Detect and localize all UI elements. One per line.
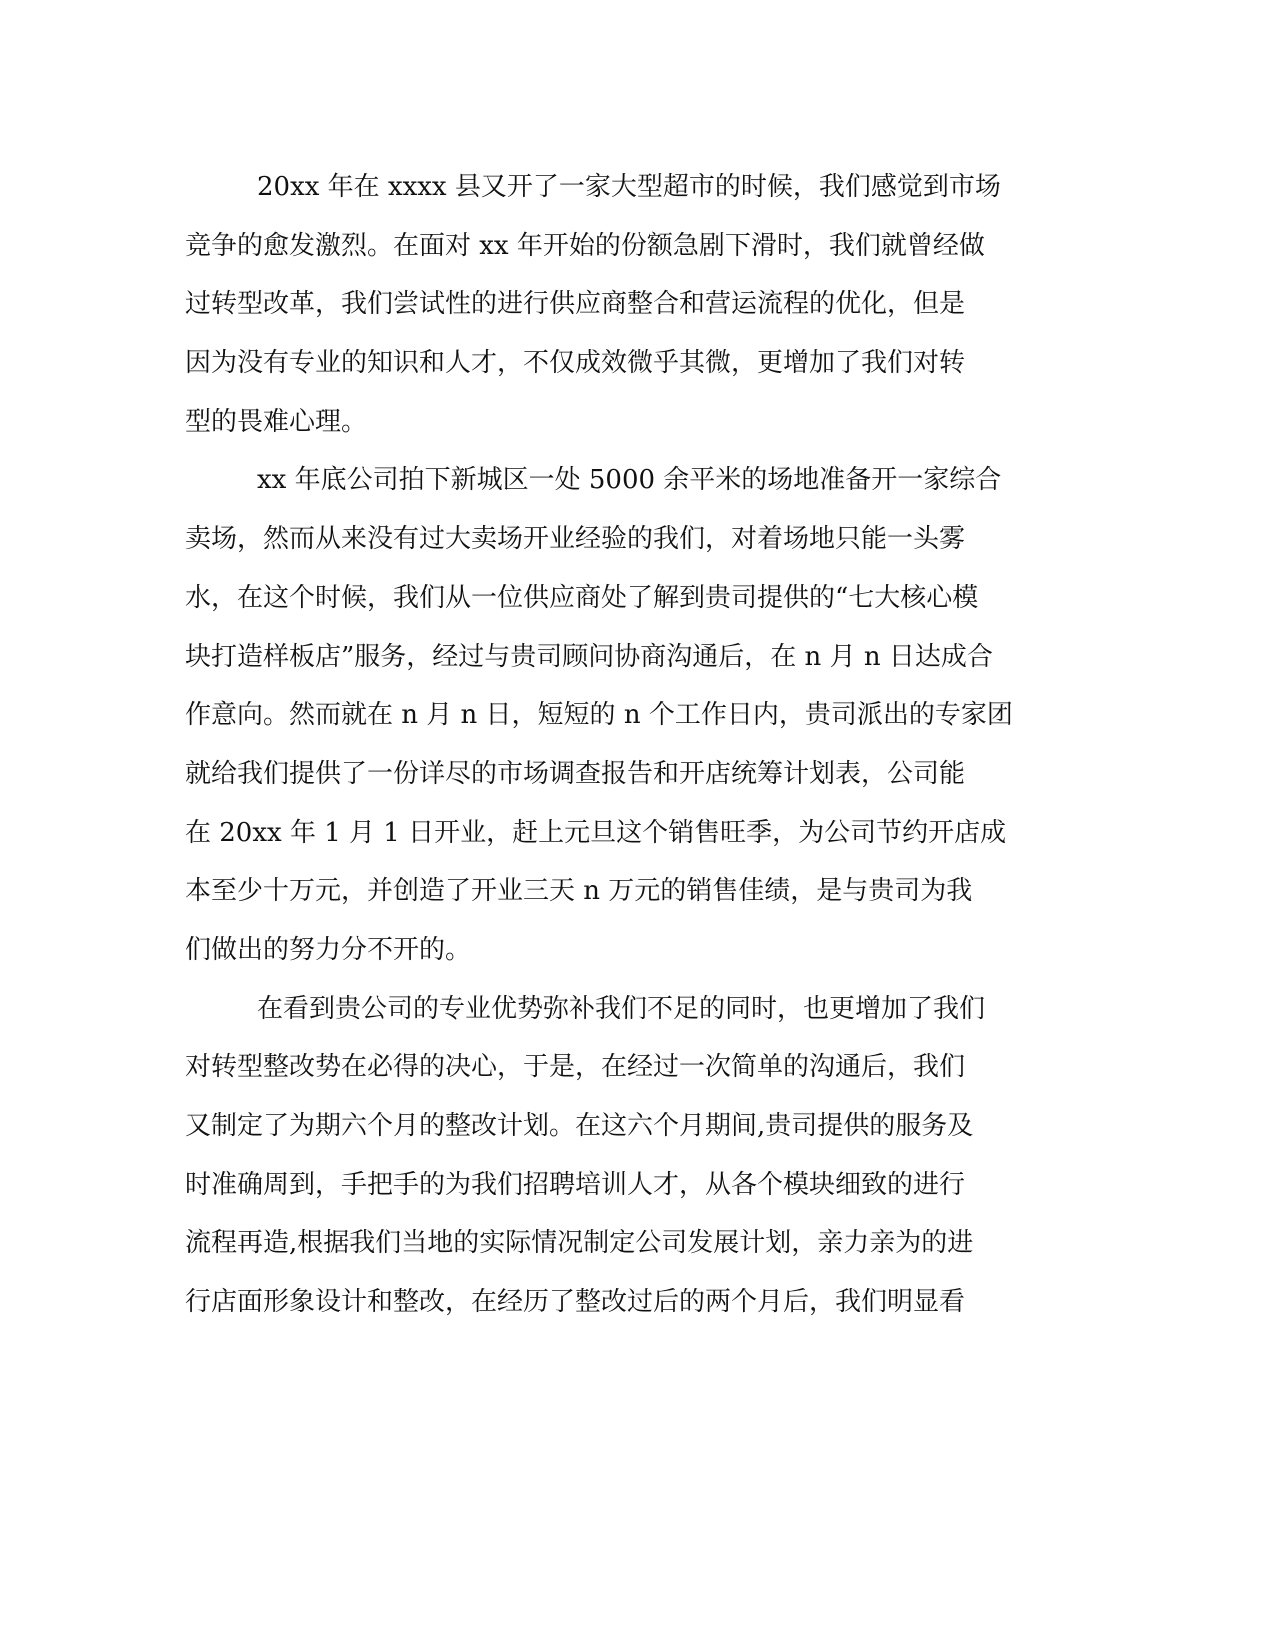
text-line: 型的畏难心理。	[185, 406, 368, 437]
text-line: 作意向。然而就在 n 月 n 日，短短的 n 个工作日内，贵司派出的专家团	[185, 700, 1013, 731]
text-line: 过转型改革，我们尝试性的进行供应商整合和营运流程的优化，但是	[185, 289, 966, 320]
text-line: 在 20xx 年 1 月 1 日开业，赶上元旦这个销售旺季，为公司节约开店成	[185, 817, 1007, 848]
paragraph-1	[185, 158, 1045, 451]
text-line: 水，在这个时候，我们从一位供应商处了解到贵司提供的“七大核心模	[185, 582, 979, 613]
text-line: 时准确周到，手把手的为我们招聘培训人才，从各个模块细致的进行	[185, 1169, 966, 1200]
text-line: 就给我们提供了一份详尽的市场调查报告和开店统筹计划表，公司能	[185, 758, 966, 789]
paragraph-3	[185, 980, 1045, 1332]
text-line: 们做出的努力分不开的。	[185, 934, 472, 965]
text-line: 对转型整改势在必得的决心，于是，在经过一次简单的沟通后，我们	[185, 1052, 966, 1083]
text-line: xx 年底公司拍下新城区一处 5000 余平米的场地准备开一家综合	[257, 465, 1002, 496]
paragraph-2	[185, 451, 1045, 979]
text-line: 在看到贵公司的专业优势弥补我们不足的同时，也更增加了我们	[257, 993, 986, 1024]
text-line: 块打造样板店”服务，经过与贵司顾问协商沟通后，在 n 月 n 日达成合	[185, 641, 993, 672]
text-line: 本至少十万元，并创造了开业三天 n 万元的销售佳绩，是与贵司为我	[185, 876, 973, 907]
text-line: 又制定了为期六个月的整改计划。在这六个月期间,贵司提供的服务及	[185, 1111, 974, 1141]
text-line: 20xx 年在 xxxx 县又开了一家大型超市的时候，我们感觉到市场	[257, 172, 1001, 202]
text-line: 流程再造,根据我们当地的实际情况制定公司发展计划，亲力亲为的进	[185, 1228, 974, 1259]
text-line: 卖场，然而从来没有过大卖场开业经验的我们，对着场地只能一头雾	[185, 524, 966, 555]
document-body	[185, 158, 1045, 1332]
text-line: 因为没有专业的知识和人才，不仅成效微乎其微，更增加了我们对转	[185, 348, 966, 379]
text-line: 竞争的愈发激烈。在面对 xx 年开始的份额急剧下滑时，我们就曾经做	[185, 230, 985, 261]
text-line: 行店面形象设计和整改，在经历了整改过后的两个月后，我们明显看	[185, 1287, 966, 1318]
